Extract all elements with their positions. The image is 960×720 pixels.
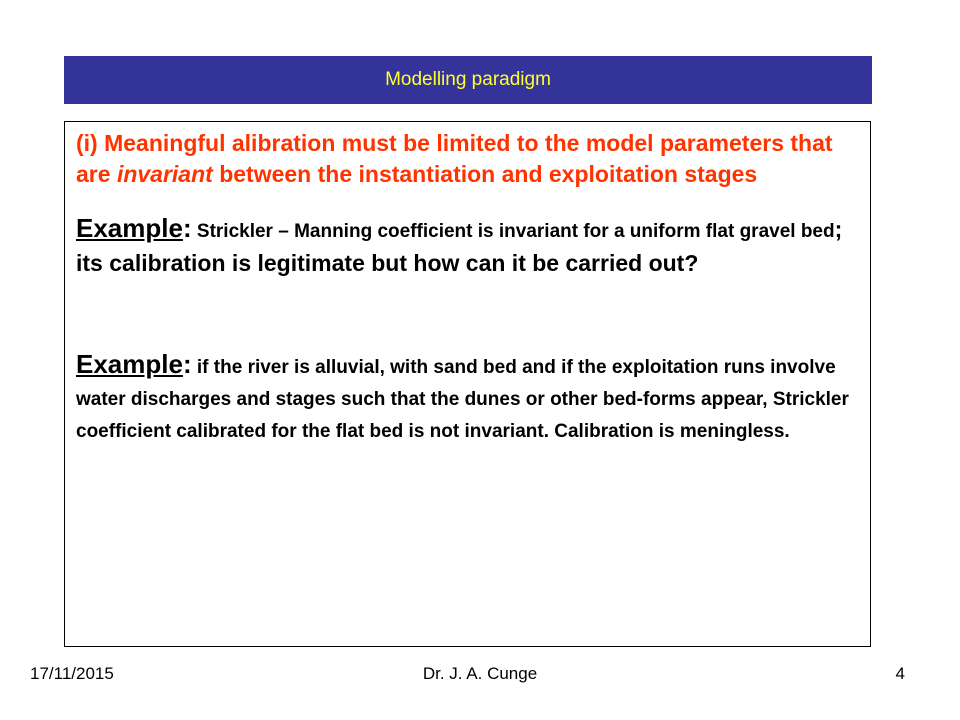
invariance-statement [76, 128, 860, 190]
example-label: Example [76, 349, 183, 379]
example-alluvial-river [76, 349, 860, 448]
statement-text-after: between the instantiation and exploitation stages [212, 161, 758, 187]
statement-text-before: (i) Meaningful alibration must be limited to the model parameters that are [76, 130, 833, 187]
example-alluvial-river-description: if the river is alluvial, with sand bed and if the exploitation runs involve water discharges and stages such that the dunes or other bed-forms appear, Strickler coefficient calibrated for the flat bed is not invariant. Calibration is meningless. [76, 357, 849, 442]
example-gravel-bed-description: Strickler – Manning coefficient is invariant for a uniform flat gravel bed [191, 221, 835, 242]
footer-author: Dr. J. A. Cunge [422, 664, 538, 683]
example-gravel-bed-question: ; its calibration is legitimate but how can it be carried out? [76, 216, 843, 276]
example-label: Example [76, 213, 183, 243]
content-box [64, 121, 871, 647]
slide-title: Modelling paradigm [385, 69, 551, 90]
example-colon: : [182, 213, 192, 243]
statement-emphasis: invariant [116, 161, 213, 187]
slide-title-bar [64, 56, 872, 104]
footer-page-number: 4 [895, 664, 905, 683]
example-colon: : [182, 349, 192, 379]
example-gravel-bed [76, 213, 860, 282]
footer-date: 17/11/2015 [30, 664, 114, 683]
